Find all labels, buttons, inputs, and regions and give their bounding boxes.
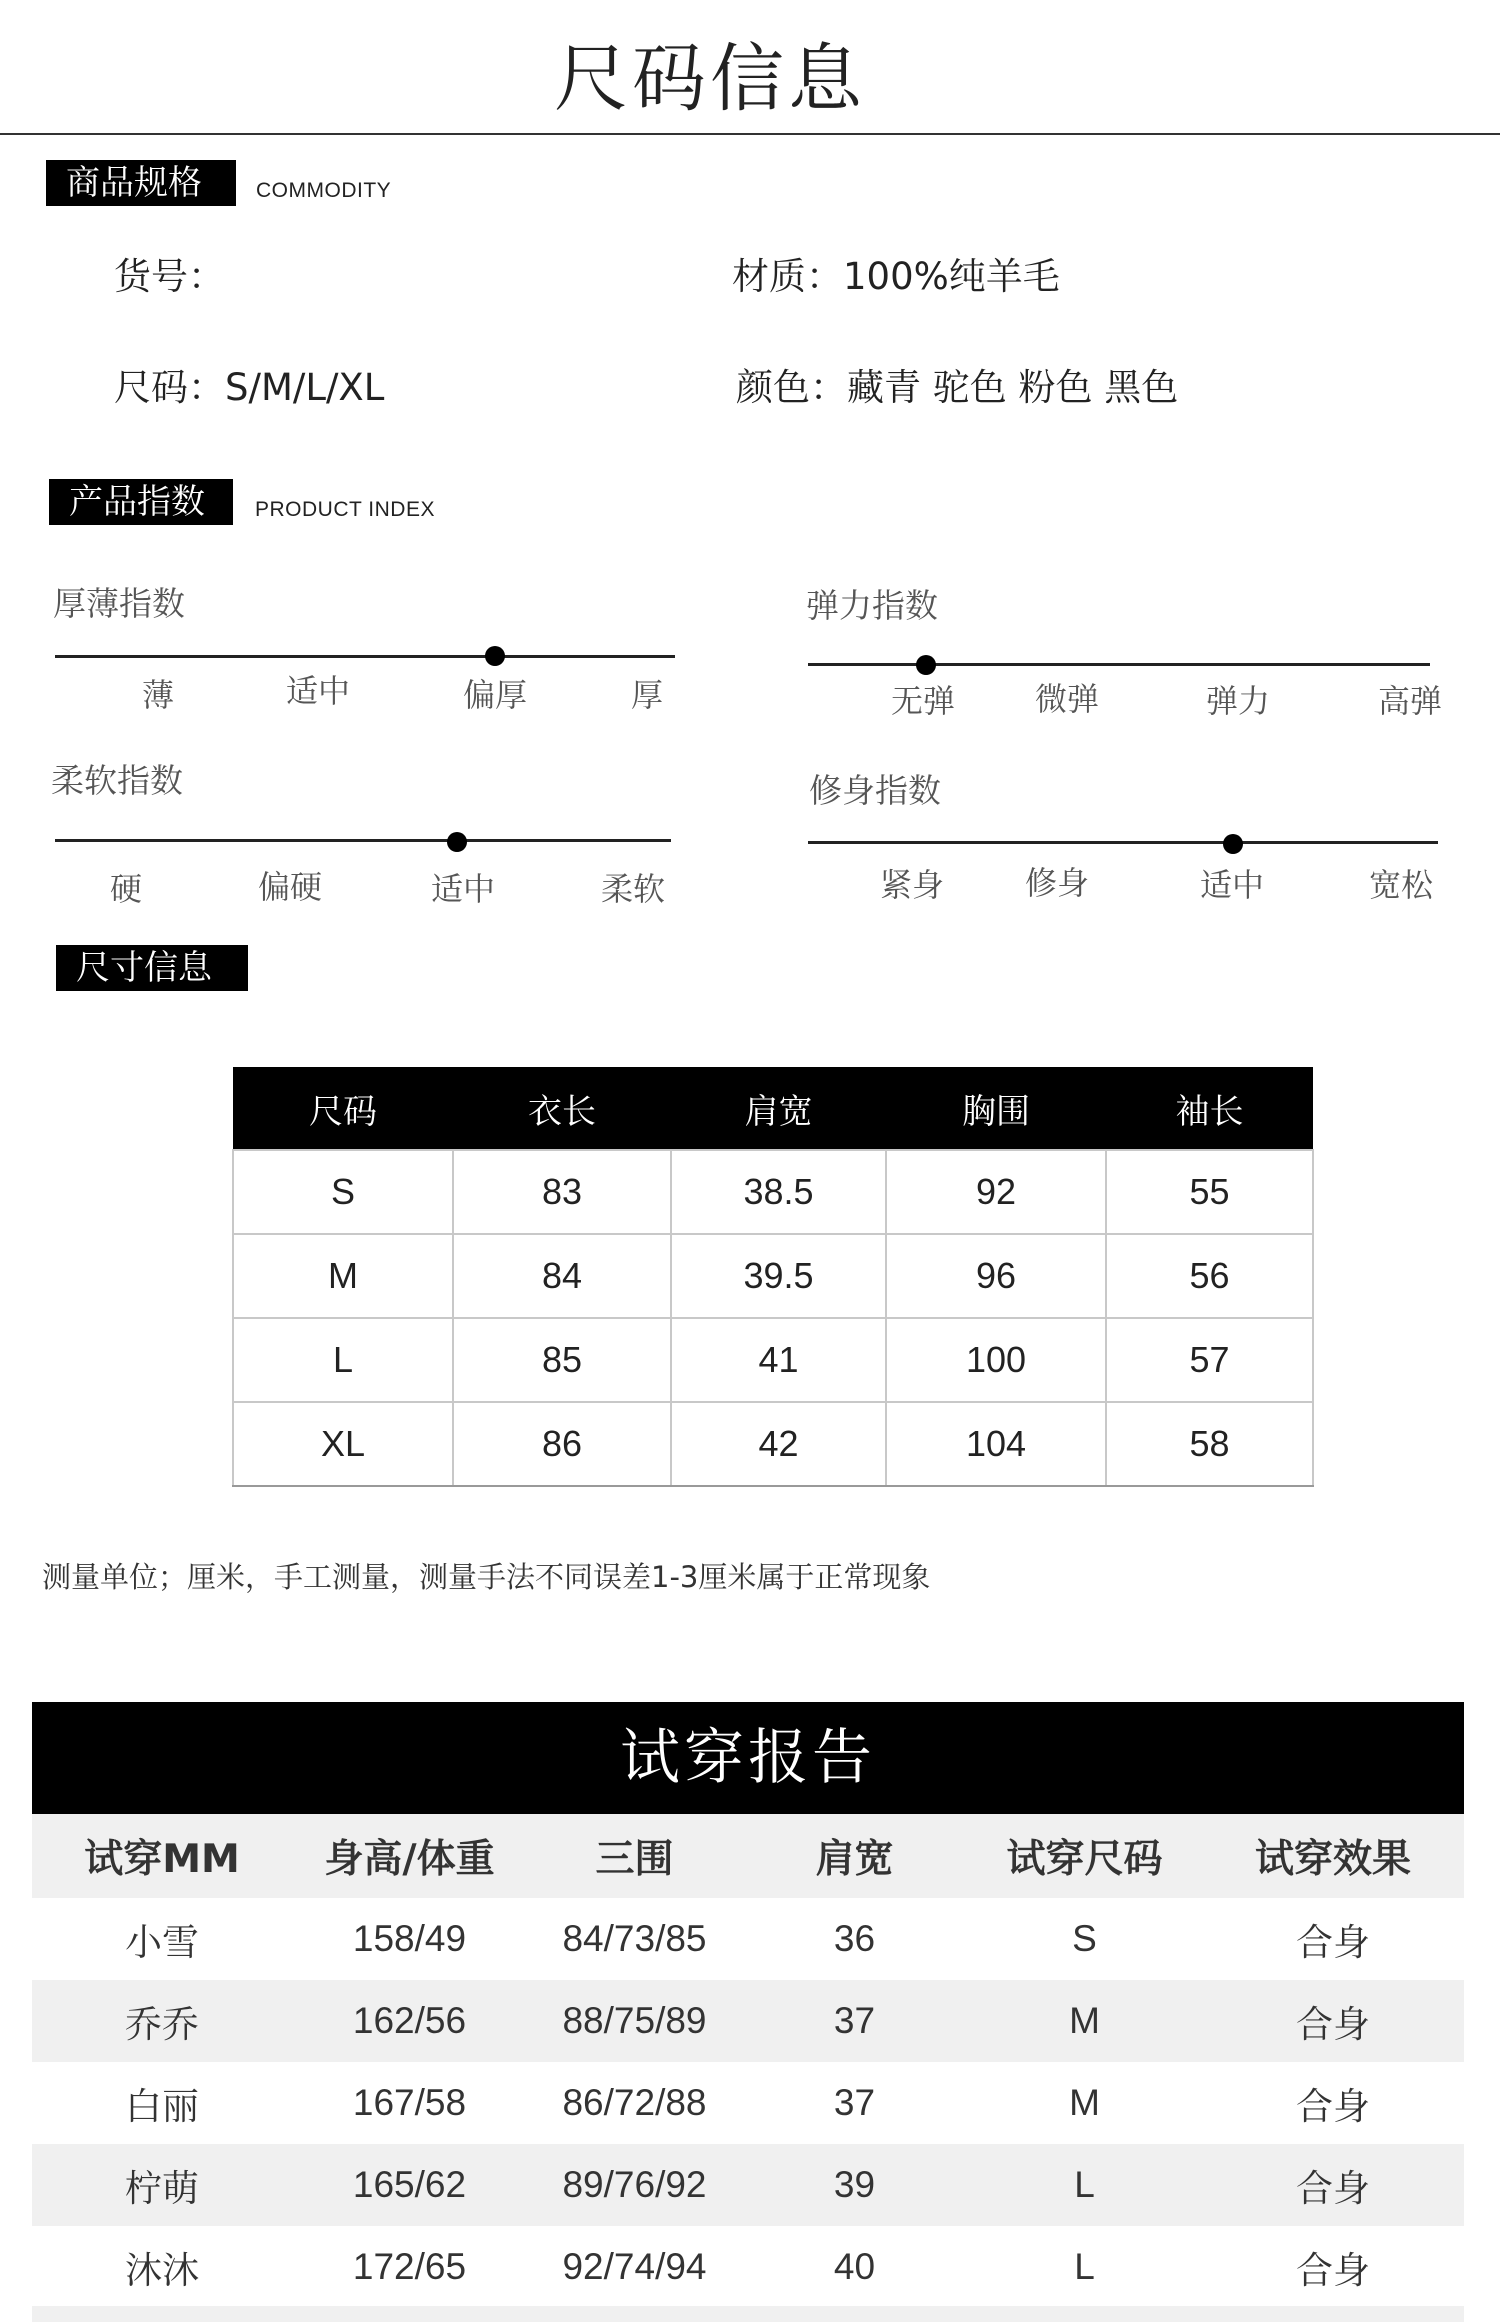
size-cell: XL [233,1402,453,1486]
height-weight-cell: 158/49 [352,1918,467,1959]
elasticity-label-slight: 微弹 [1034,680,1099,718]
model-name-cell: 小雪 [125,1921,199,1964]
thickness-index-track [55,655,675,658]
measurements-cell: 84/73/85 [562,1918,707,1959]
fit-result-cell: 合身 [1296,1921,1370,1964]
softness-label-soft: 柔软 [600,870,665,908]
fit-label-loose: 宽松 [1368,866,1433,904]
thickness-label-thickish: 偏厚 [462,676,527,714]
elasticity-label-high: 高弹 [1377,682,1442,720]
size-header-length: 衣长 [453,1067,671,1150]
bust-cell: 104 [886,1402,1106,1486]
tried-size-cell: S [1072,1918,1097,1959]
size-cell: S [233,1150,453,1234]
size-table-row [233,1150,1313,1234]
measurements-cell: 89/76/92 [527,2144,742,2226]
title-divider [0,133,1500,135]
size-header-bust: 胸围 [886,1067,1106,1150]
material-spec: 材质：100%纯羊毛 [732,255,1060,298]
shoulder-cell: 39 [742,2144,967,2226]
commodity-section-subtitle: COMMODITY [256,179,392,202]
fit-index-title: 修身指数 [809,771,941,810]
elasticity-index-track [808,663,1430,666]
tried-size-cell: M [967,1980,1202,2062]
tried-size-cell: M [1069,2082,1100,2123]
fit-result-cell: 合身 [1296,2249,1370,2292]
sleeve-cell: 56 [1106,1234,1313,1318]
length-cell: 86 [453,1402,671,1486]
size-table-row [233,1234,1313,1318]
size-table [232,1067,1314,1487]
shoulder-cell: 36 [833,1918,876,1959]
model-name-cell: 沐沐 [125,2249,199,2292]
height-weight-cell: 172/65 [352,2246,467,2287]
measurement-note: 测量单位；厘米，手工测量，测量手法不同误差1-3厘米属于正常现象 [42,1560,931,1594]
size-header-sleeve: 袖长 [1106,1067,1313,1150]
height-weight-cell: 167/58 [352,2082,467,2123]
tried-size-cell: L [967,2144,1202,2226]
size-table-row [233,1402,1313,1486]
report-header-size: 试穿尺码 [967,1814,1202,1898]
report-header-fit: 试穿效果 [1202,1814,1464,1898]
report-title: 试穿报告 [32,1702,1464,1814]
fit-result-cell: 合身 [1296,2085,1370,2128]
size-cell: M [233,1234,453,1318]
report-row [32,2062,1464,2144]
size-table-row [233,1318,1313,1402]
size-table-header [233,1067,1313,1150]
softness-label-hardish: 偏硬 [257,868,322,906]
thickness-label-thin: 薄 [141,676,174,714]
report-header-measurements: 三围 [527,1814,742,1898]
length-cell: 85 [453,1318,671,1402]
length-cell: 84 [453,1234,671,1318]
fit-label-slim: 修身 [1024,864,1089,902]
report-row [32,1898,1464,1980]
item-number: 货号： [114,255,225,298]
fit-index-marker [1223,834,1243,854]
report-row [32,2144,1464,2226]
shoulder-cell: 39.5 [671,1234,886,1318]
bust-cell: 100 [886,1318,1106,1402]
softness-label-medium: 适中 [430,870,495,908]
report-table-footer-stripe [32,2306,1464,2322]
fit-result-cell: 合身 [1202,1980,1464,2062]
fit-label-regular: 适中 [1199,866,1264,904]
thickness-label-medium: 适中 [285,672,350,710]
bust-cell: 92 [886,1150,1106,1234]
height-weight-cell: 162/56 [292,1980,527,2062]
thickness-index-marker [485,646,505,666]
commodity-section-tag: 商品规格 [46,160,236,206]
report-table-header [32,1814,1464,1898]
shoulder-cell: 41 [671,1318,886,1402]
measurements-cell: 88/75/89 [527,1980,742,2062]
tried-size-cell: L [1074,2246,1095,2287]
size-header-size: 尺码 [233,1067,453,1150]
elasticity-label-none: 无弹 [890,682,955,720]
sleeve-cell: 57 [1106,1318,1313,1402]
report-row [32,2226,1464,2308]
length-cell: 83 [453,1150,671,1234]
report-header-model: 试穿MM [32,1814,292,1898]
size-info-section-tag: 尺寸信息 [56,945,248,991]
size-header-shoulder: 肩宽 [671,1067,886,1150]
model-name-cell: 白丽 [125,2085,199,2128]
page-title: 尺码信息 [554,36,866,122]
shoulder-cell: 38.5 [671,1150,886,1234]
report-header-height-weight: 身高/体重 [292,1814,527,1898]
color-spec: 颜色：藏青 驼色 粉色 黑色 [736,366,1179,409]
height-weight-cell: 165/62 [292,2144,527,2226]
fit-label-tight: 紧身 [879,866,944,904]
product-index-section-tag: 产品指数 [49,479,233,525]
thickness-label-thick: 厚 [630,676,663,714]
softness-index-track [55,839,671,842]
elasticity-index-title: 弹力指数 [806,586,938,625]
product-index-section-subtitle: PRODUCT INDEX [255,498,435,521]
shoulder-cell: 40 [833,2246,876,2287]
size-spec: 尺码：S/M/L/XL [114,366,385,409]
fit-index-track [808,841,1438,844]
try-on-report-table [32,1814,1464,2308]
sleeve-cell: 55 [1106,1150,1313,1234]
report-row [32,1980,1464,2062]
elasticity-label-stretch: 弹力 [1205,682,1270,720]
thickness-index-title: 厚薄指数 [53,584,185,623]
report-header-shoulder: 肩宽 [742,1814,967,1898]
shoulder-cell: 37 [742,1980,967,2062]
softness-index-marker [447,832,467,852]
size-cell: L [233,1318,453,1402]
sleeve-cell: 58 [1106,1402,1313,1486]
model-name-cell: 柠萌 [32,2144,292,2226]
measurements-cell: 86/72/88 [562,2082,707,2123]
bust-cell: 96 [886,1234,1106,1318]
model-name-cell: 乔乔 [32,1980,292,2062]
elasticity-index-marker [916,655,936,675]
softness-label-hard: 硬 [109,870,142,908]
measurements-cell: 92/74/94 [562,2246,707,2287]
shoulder-cell: 42 [671,1402,886,1486]
fit-result-cell: 合身 [1202,2144,1464,2226]
softness-index-title: 柔软指数 [51,761,183,800]
shoulder-cell: 37 [833,2082,876,2123]
